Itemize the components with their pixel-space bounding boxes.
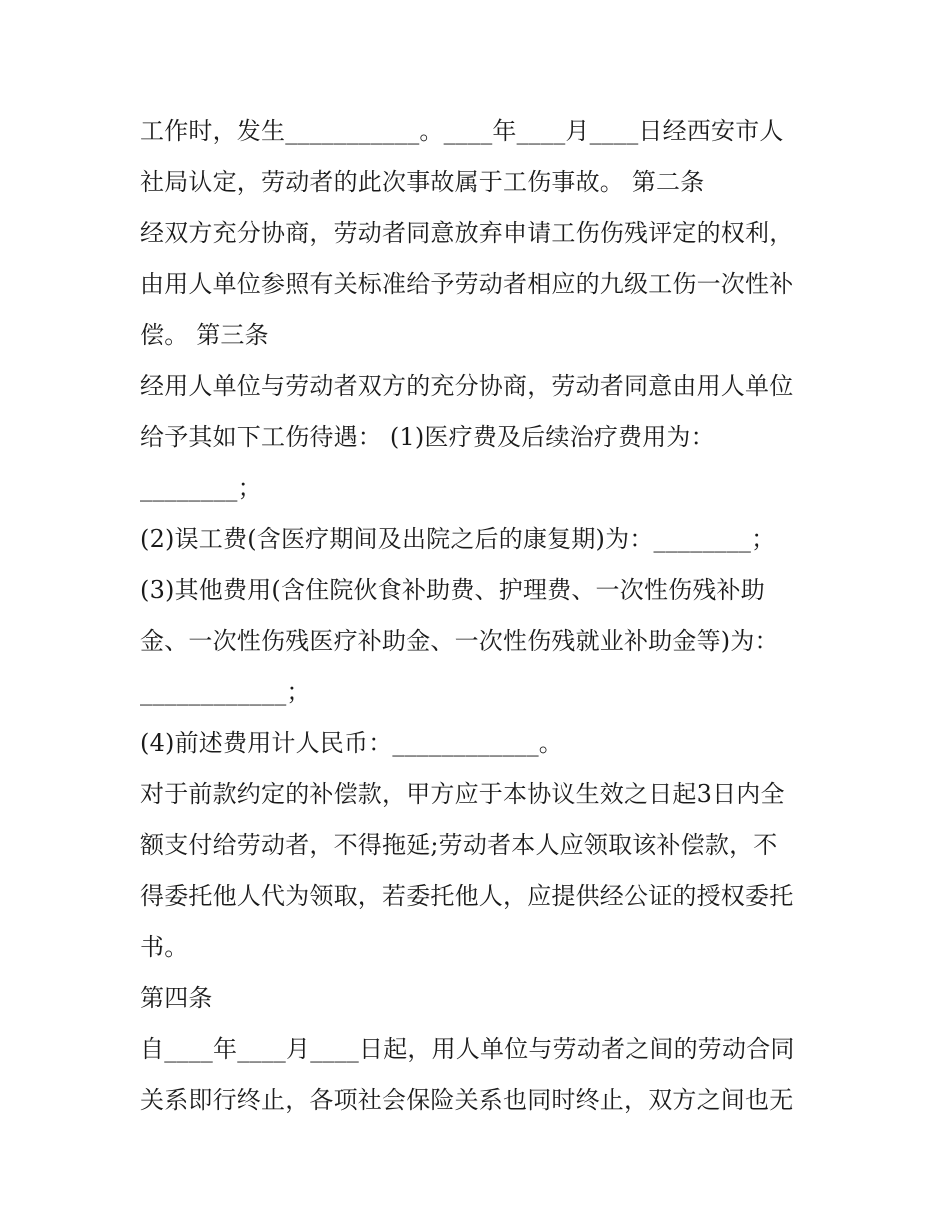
- text-line: 第四条: [140, 984, 213, 1012]
- text-line: 自____年____月____日起，用人单位与劳动者之间的劳动合同: [140, 1035, 795, 1063]
- text-line: 由用人单位参照有关标准给予劳动者相应的九级工伤一次性补: [140, 270, 794, 298]
- text-line: 额支付给劳动者，不得拖延;劳动者本人应领取该补偿款，不: [140, 831, 778, 859]
- text-line: 偿。 第三条: [140, 321, 269, 349]
- text-line: (4)前述费用计人民币：____________。: [140, 729, 563, 757]
- text-line: ________；: [140, 474, 262, 502]
- document-body: [140, 106, 820, 1126]
- text-line: (2)误工费(含医疗期间及出院之后的康复期)为：________；: [140, 525, 776, 553]
- text-line: 关系即行终止，各项社会保险关系也同时终止，双方之间也无: [140, 1086, 794, 1114]
- text-line: 对于前款约定的补偿款，甲方应于本协议生效之日起3日内全: [140, 780, 785, 808]
- text-line: 金、一次性伤残医疗补助金、一次性伤残就业补助金等)为：: [140, 627, 779, 655]
- text-line: 经双方充分协商，劳动者同意放弃申请工伤伤残评定的权利，: [140, 219, 794, 247]
- text-line: 社局认定，劳动者的此次事故属于工伤事故。 第二条: [140, 168, 705, 196]
- text-line: 经用人单位与劳动者双方的充分协商，劳动者同意由用人单位: [140, 372, 794, 400]
- text-line: ____________；: [140, 678, 311, 706]
- text-line: 书。: [140, 933, 189, 961]
- text-line: 工作时，发生___________。____年____月____日经西安市人: [140, 117, 784, 145]
- text-line: 得委托他人代为领取，若委托他人，应提供经公证的授权委托: [140, 882, 794, 910]
- text-line: 给予其如下工伤待遇： (1)医疗费及后续治疗费用为：: [140, 423, 715, 451]
- text-line: (3)其他费用(含住院伙食补助费、护理费、一次性伤残补助: [140, 576, 765, 604]
